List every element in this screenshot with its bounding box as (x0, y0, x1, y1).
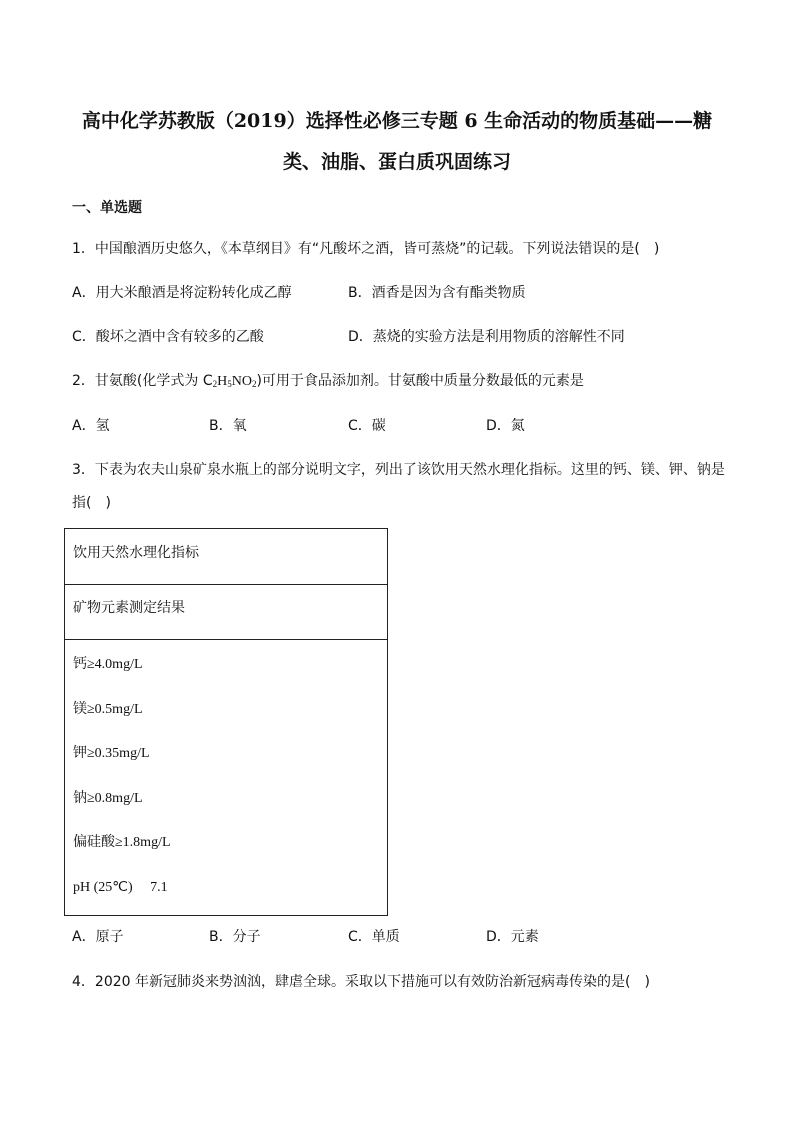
q1-option-a: A．用大米酿酒是将淀粉转化成乙醇 (72, 285, 292, 301)
q3-option-b: B．分子 (209, 929, 261, 945)
question-number: 1． (72, 241, 95, 257)
table-subheader: 矿物元素测定结果 (73, 600, 185, 616)
question-stem: 中国酿酒历史悠久，《本草纲目》有“凡酸坏之酒，皆可蒸烧”的记载。下列说法错误的是( ) (94, 241, 660, 257)
question-3 (72, 459, 725, 479)
table-divider (65, 639, 387, 640)
q1-option-b: B．酒香是因为含有酯类物质 (348, 285, 526, 301)
question-3-line-2: 指( ) (72, 495, 111, 511)
q1-option-d: D．蒸烧的实验方法是利用物质的溶解性不同 (348, 329, 625, 345)
question-1 (72, 238, 659, 258)
table-row: pH (25℃) 7.1 (73, 880, 168, 895)
q2-option-c: C．碳 (348, 418, 386, 434)
table-row: 镁≥0.5mg/L (73, 702, 143, 717)
question-2: 2．甘氨酸(化学式为 $C_2H_5NO_2$)可用于食品添加剂。甘氨酸中质量分数最低的元素是 (72, 373, 584, 389)
table-header: 饮用天然水理化指标 (73, 545, 199, 561)
section-heading: 一、单选题 (72, 200, 142, 216)
q2-option-a: A．氢 (72, 418, 110, 434)
q2-option-b: B．氧 (209, 418, 247, 434)
doc-title-line-2: 类、油脂、蛋白质巩固练习 (282, 151, 511, 173)
q3-option-d: D．元素 (486, 929, 539, 945)
question-stem: 2020 年新冠肺炎来势汹汹，肆虐全球。采取以下措施可以有效防治新冠病毒传染的是( ) (94, 974, 650, 990)
table-row: 偏硅酸≥1.8mg/L (73, 835, 171, 850)
table-divider (65, 584, 387, 585)
question-stem: 下表为农夫山泉矿泉水瓶上的部分说明文字，列出了该饮用天然水理化指标。这里的钙、镁、钾、钠是 (94, 462, 725, 478)
question-number: 3． (72, 462, 95, 478)
question-number: 4． (72, 974, 95, 990)
table-row: 钾≥0.35mg/L (73, 746, 150, 761)
mineral-water-table (64, 528, 388, 916)
question-number: 2． (72, 373, 95, 389)
q3-option-c: C．单质 (348, 929, 400, 945)
question-4 (72, 971, 650, 991)
table-row: 钙≥4.0mg/L (73, 657, 143, 672)
q3-option-a: A．原子 (72, 929, 124, 945)
q2-option-d: D．氮 (486, 418, 525, 434)
q1-option-c: C．酸坏之酒中含有较多的乙酸 (72, 329, 264, 345)
table-row: 钠≥0.8mg/L (73, 791, 143, 806)
doc-title-line-1: 高中化学苏教版（2019）选择性必修三专题 6 生命活动的物质基础——糖 (81, 110, 713, 132)
